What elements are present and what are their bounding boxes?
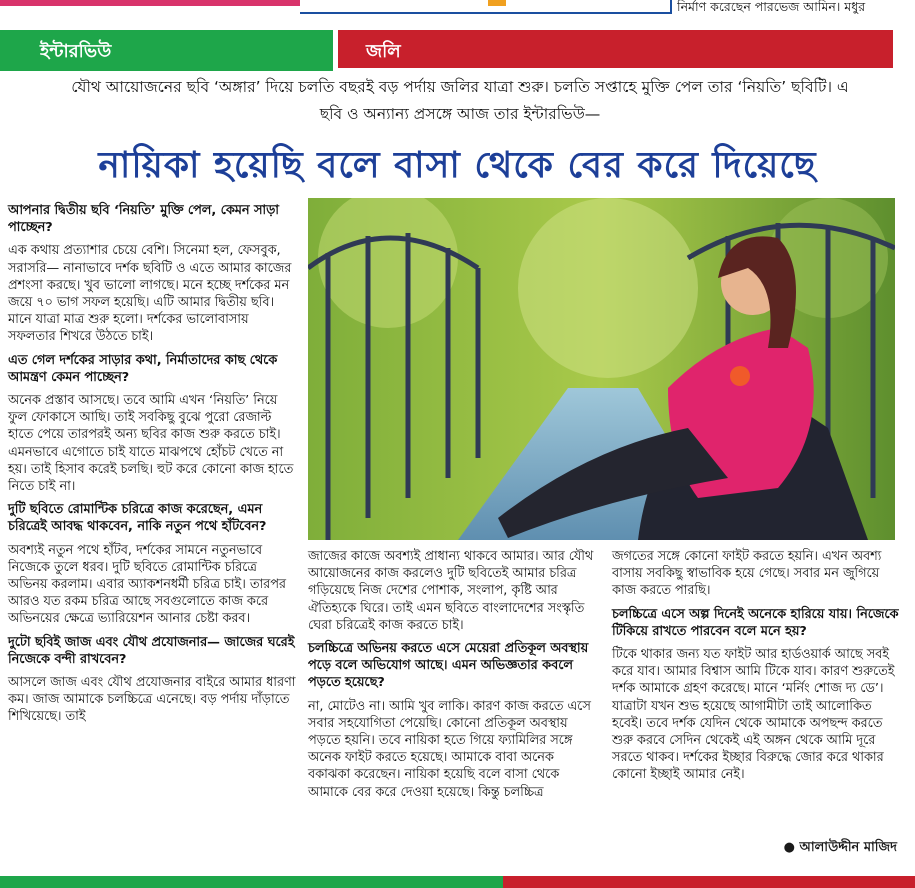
answer: না, মোটেও না। আমি খুব লাকি। কারণ কাজ করতে এসে সবার সহযোগিতা পেয়েছি। কোনো প্রতিকূল অবস্থায় পড়তে হয়নি। তবে নায়িকা হতে গিয়ে ফ্যামিলির সঙ্গে অনেক ফাইট করতে হয়েছে। আমাকে বাবা অনেক বকাঝকা করেছেন। নায়িকা হয়েছি বলে বাসা থেকে আমাকে বের করে দেওয়া হয়েছে। কিন্তু চলচ্চিত্র: [308, 698, 591, 800]
headline: নায়িকা হয়েছি বলে বাসা থেকে বের করে দিয়েছে: [98, 145, 817, 186]
answer: জগতের সঙ্গে কোনো ফাইট করতে হয়নি। এখন অবশ্য বাসায় সবকিছু স্বাভাবিক হয়ে গেছে। সবার মন জুগিয়ে কাজ করতে পারছি।: [612, 549, 882, 599]
intro-text: যৌথ আয়োজনের ছবি ‘অঙ্গার’ দিয়ে চলতি বছরই বড় পর্দায় জলির যাত্রা শুরু। চলতি সপ্তাহে মুক্তি পেল তার ‘নিয়তি’ ছবিটি। এ ছবি ও অন্যান্য প্রসঙ্গে আজ তার ইন্টারভিউ—: [71, 78, 849, 123]
answer: অনেক প্রস্তাব আসছে। তবে আমি এখন ‘নিয়তি’ নিয়ে ফুল ফোকাসে আছি। তাই সবকিছু বুঝে পুরো রেজাল্ট হাতে পেয়ে তারপরই অন্য ছবির কাজ শুরু করতে চাই। এমনভাবে এগোতে চাই যাতে মাঝপথে হোঁচট খেতে না হয়। তাই হিসাব করেই চলছি। হুট করে কোনো কাজ হাতে নিতে চাই না।: [8, 393, 294, 495]
name-band: [338, 30, 893, 68]
top-box-border: [300, 0, 672, 14]
top-pink-bar: [0, 0, 300, 6]
question: আপনার দ্বিতীয় ছবি ‘নিয়তি’ মুক্তি পেল, কেমন সাড়া পাচ্ছেন?: [8, 203, 279, 236]
byline: ● আলাউদ্দীন মাজিদ: [783, 840, 897, 855]
bottom-color-bar: [0, 876, 915, 888]
previous-article-continuation: নির্মাণ করেছেন পারভেজ আমিন। মধুর: [677, 0, 866, 14]
section-band: [0, 30, 333, 68]
left-column: [8, 202, 298, 732]
right-column: [612, 548, 902, 866]
question: চলচ্চিত্রে এসে অল্প দিনেই অনেকে হারিয়ে যায়। নিজেকে টিকিয়ে রাখতে পারবেন বলে মনে হয়?: [612, 606, 899, 639]
question: দুটি ছবিতে রোমান্টিক চরিত্রে কাজ করেছেন, এমন চরিত্রেই আবদ্ধ থাকবেন, নাকি নতুন পথে হাঁটবেন?: [8, 502, 267, 535]
answer: আসলে জাজ এবং যৌথ প্রযোজনার বাইরে আমার ধারণা কম। জাজ আমাকে চলচ্চিত্রে এনেছে। বড় পর্দায় দাঁড়াতে শিখিয়েছে। তাই: [8, 675, 296, 725]
middle-column: [308, 548, 598, 807]
interviewee-name: জলি: [366, 41, 401, 62]
actress-photo: [308, 198, 895, 540]
answer: এক কথায় প্রত্যাশার চেয়ে বেশি। সিনেমা হল, ফেসবুক, সরাসরি— নানাভাবে দর্শক ছবিটি ও এতে আমার কাজের প্রশংসা করছে। খুব ভালো লাগছে। মনে হচ্ছে দর্শকের মন জয়ে ৭০ ভাগ সফল হয়েছি। এটি আমার দ্বিতীয় ছবি। মানে যাত্রা মাত্র শুরু হলো। দর্শকের ভালোবাসায় সফলতার শিখরে উঠতে চাই।: [8, 243, 292, 345]
answer: জাজের কাজে অবশ্যই প্রাধান্য থাকবে আমার। আর যৌথ আয়োজনের কাজ করলেও দুটি ছবিতেই আমার চরিত্র গড়িয়েছে নিজ দেশের পোশাক, সংলাপ, কৃষ্টি আর ঐতিহ্যকে ঘিরে। তাই এমন ছবিতে বাংলাদেশের সংস্কৃতি ঘেরা চরিত্রেই কাজ করতে চাই।: [308, 549, 594, 633]
photo-illustration: [308, 198, 895, 540]
top-orange-mark: [488, 0, 506, 6]
section-underline: [0, 68, 333, 71]
answer: টিকে থাকার জন্য যত ফাইট আর হার্ডওয়ার্ক আছে সবই করে যাব। আমার বিশ্বাস আমি টিকে যাব। কারণ শুরুতেই দর্শক আমাকে গ্রহণ করেছে। মানে ‘মর্নিং শোজ দ্য ডে’। যাত্রাটা যখন শুভ হয়েছে আগামীটা তাই আলোকিত হবেই। তবে দর্শক যেদিন থেকে আমাকে অপছন্দ করতে শুরু করবে সেদিন থেকেই এই অঙ্গন থেকে আমি দূরে সরতে থাকব। দর্শকের ইচ্ছার বিরুদ্ধে জোর করে থাকার কোনো ইচ্ছাই আমার নেই।: [612, 647, 895, 783]
question: এত গেল দর্শকের সাড়ার কথা, নির্মাতাদের কাছ থেকে আমন্ত্রণ কেমন পাচ্ছেন?: [8, 352, 278, 385]
question: দুটো ছবিই জাজ এবং যৌথ প্রযোজনার— জাজের ঘরেই নিজেকে বন্দী রাখবেন?: [8, 634, 295, 667]
question: চলচ্চিত্রে অভিনয় করতে এসে মেয়েরা প্রতিকূল অবস্থায় পড়ে বলে অভিযোগ আছে। এমন অভিজ্ঞতার কবলে পড়তে হয়েছে?: [308, 641, 589, 691]
section-label: ইন্টারভিউ: [40, 41, 112, 62]
answer: অবশ্যই নতুন পথে হাঁটব, দর্শকের সামনে নতুনভাবে নিজেকে তুলে ধরব। দুটি ছবিতে রোমান্টিক চরিত্রে অভিনয় করলাম। এবার অ্যাকশনধর্মী চরিত্র চাই। তারপর আরও যত রকম চরিত্র আছে সবগুলোতে কাজ করে অভিনয়ের ক্ষেত্রে ভ্যারিয়েশন আনার চেষ্টা করব।: [8, 542, 286, 627]
